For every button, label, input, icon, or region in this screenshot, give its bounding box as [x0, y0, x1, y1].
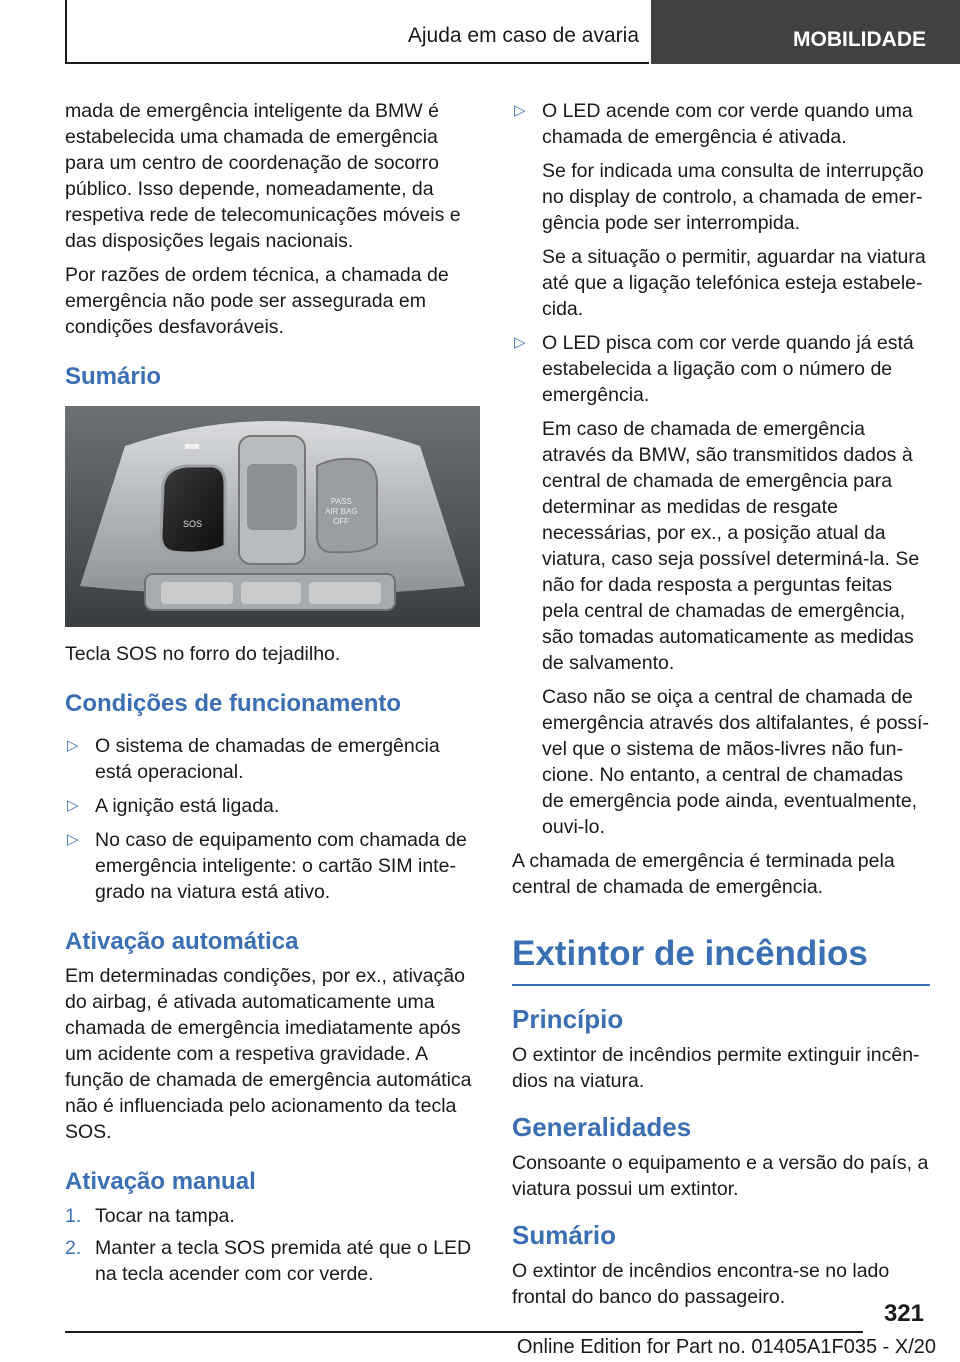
- header-chapter-title: MOBILIDADE: [793, 28, 926, 51]
- heading-generalidades: Generalidades: [512, 1112, 692, 1142]
- triangle-bullet-icon: ▷: [67, 737, 79, 754]
- triangle-bullet-icon: ▷: [67, 797, 79, 814]
- sumario-extintor-text: O extintor de incêndios encontra-se no lado frontal do banco do passageiro.: [512, 1260, 890, 1308]
- figure-caption: Tecla SOS no forro do tejadilho.: [65, 643, 341, 665]
- pass-label-3: OFF: [333, 517, 349, 526]
- heading-sumario-extintor: Sumário: [512, 1220, 617, 1250]
- left-column: [65, 98, 480, 1293]
- list-item: ▷ O LED pisca com cor verde quando já está estabelecida a ligação com o número de emergência. Em caso de chamada de emergência através da BMW, são transmitidos dados à central de chamada de emergência para determinar as medidas de resgate necessárias, por ex., a posição atual da viatura, caso seja possível determiná-la. Se não for dada resposta a perguntas feitas pela central de chamadas de emergência, são tomadas automaticamente as medidas de salvamento. Caso não se oiça a central de chamada de emergência através dos altifalantes, é possível que o sistema de mãos-livres não funcione. No entanto, a central de chamadas de emergência pode ainda, eventualmente, ouvi-lo.: [514, 332, 929, 838]
- automatic-activation-text: Em determinadas condições, por ex., ativação do airbag, é ativada automaticamente uma chamada de emergência imediatamente após um acidente com a respetiva gravidade. A função de chamada de emergência automática não é influenciada pelo acionamento da tecla SOS.: [65, 965, 472, 1143]
- intro-paragraph-2: Por razões de ordem técnica, a chamada de emergência não pode ser assegurada em condições desfavoráveis.: [65, 264, 449, 338]
- heading-extintor: Extintor de incêndios: [512, 932, 930, 986]
- center-switch-inner: [247, 464, 297, 530]
- header-section-box: [65, 0, 649, 64]
- heading-condicoes: Condições de funcionamento: [65, 690, 402, 717]
- triangle-bullet-icon: ▷: [514, 334, 526, 351]
- header-section-title: Ajuda em caso de avaria: [407, 24, 639, 47]
- list-item: ▷ A ignição está ligada.: [67, 795, 280, 817]
- list-item: 2. Manter a tecla SOS premida até que o LED na tecla acender com cor verde.: [65, 1237, 472, 1285]
- right-column: [512, 98, 930, 1318]
- triangle-bullet-icon: ▷: [514, 102, 526, 119]
- footer-divider: [65, 1331, 863, 1333]
- reading-light-left: [161, 582, 233, 604]
- list-item: ▷ O sistema de chamadas de emergência está operacional.: [67, 735, 440, 783]
- principio-text: O extintor de incêndios permite extinguir incêndios na viatura.: [512, 1044, 920, 1092]
- heading-sumario: Sumário: [65, 363, 162, 390]
- heading-ativacao-manual: Ativação manual: [65, 1168, 256, 1195]
- generalidades-text: Consoante o equipamento e a versão do país, a viatura possui um extintor.: [512, 1152, 929, 1200]
- sos-button-photo: [65, 406, 480, 627]
- heading-principio: Princípio: [512, 1004, 624, 1034]
- heading-ativacao-automatica: Ativação automática: [65, 928, 299, 955]
- step-number: 2.: [65, 1237, 82, 1259]
- pass-label-1: PASS: [331, 497, 352, 506]
- sos-label: SOS: [183, 519, 203, 529]
- page-header: [65, 0, 960, 64]
- list-item: ▷ O LED acende com cor verde quando uma chamada de emergência é ativada. Se for indicada uma consulta de interrupção no display de controlo, a chamada de emergência pode ser interrompida. Se a situação o permitir, aguardar na viatura até que a ligação telefónica esteja estabelecida.: [514, 100, 926, 320]
- sos-console-illustration: [65, 406, 480, 627]
- list-item: 1. Tocar na tampa.: [65, 1205, 235, 1227]
- reading-light-right: [309, 582, 381, 604]
- list-item: ▷ No caso de equipamento com chamada de emergência inteligente: o cartão SIM integrado na viatura está ativo.: [67, 829, 467, 903]
- led-indicator: [185, 444, 199, 449]
- triangle-bullet-icon: ▷: [67, 831, 79, 848]
- reading-light-center: [241, 582, 301, 604]
- page-number: 321: [883, 1300, 924, 1327]
- step-number: 1.: [65, 1205, 82, 1227]
- footer-edition: Online Edition for Part no. 01405A1F035 - X/20: [516, 1336, 936, 1358]
- sos-button: [161, 466, 225, 553]
- header-chapter-box: [651, 0, 960, 64]
- call-end-text: A chamada de emergência é terminada pela central de chamada de emergência.: [512, 850, 895, 898]
- pass-label-2: AIR BAG: [325, 507, 358, 516]
- intro-paragraph-1: mada de emergência inteligente da BMW é estabelecida uma chamada de emergência para um centro de coordenação de socorro público. Isso depende, nomeadamente, da respetiva rede de telecomunicações móveis e das disposições legais nacionais.: [65, 100, 461, 252]
